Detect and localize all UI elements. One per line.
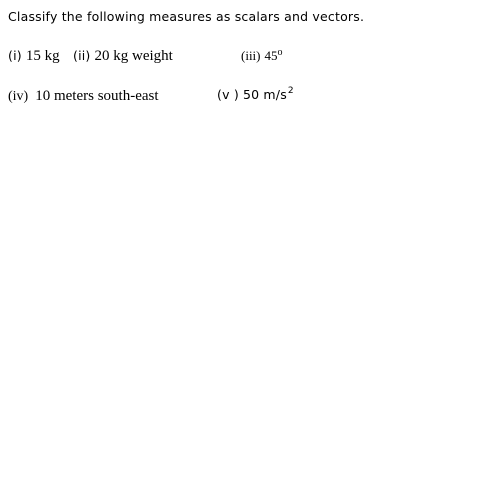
exponent-superscript: 2: [287, 86, 294, 96]
measure-item-v: [217, 87, 294, 105]
item-marker: (ii): [73, 48, 91, 63]
item-value: 20 kg weight: [94, 48, 173, 64]
question-text: Classify the following measures as scalars and vectors.: [8, 9, 365, 24]
item-value: 50 m/s: [242, 87, 287, 102]
item-value: 45: [264, 48, 278, 63]
measure-item-ii: [73, 48, 173, 64]
item-value: 10 meters south-east: [35, 88, 159, 104]
item-marker: (iv): [8, 89, 29, 104]
degree-superscript: o: [277, 47, 283, 58]
item-value: 15 kg: [25, 48, 60, 64]
item-marker: (v ): [217, 87, 239, 102]
measure-item-iii: [241, 48, 283, 66]
measure-item-iv: [8, 88, 159, 105]
item-marker: (i): [8, 48, 22, 63]
measure-item-i: [8, 48, 60, 64]
item-marker: (iii): [241, 48, 261, 63]
